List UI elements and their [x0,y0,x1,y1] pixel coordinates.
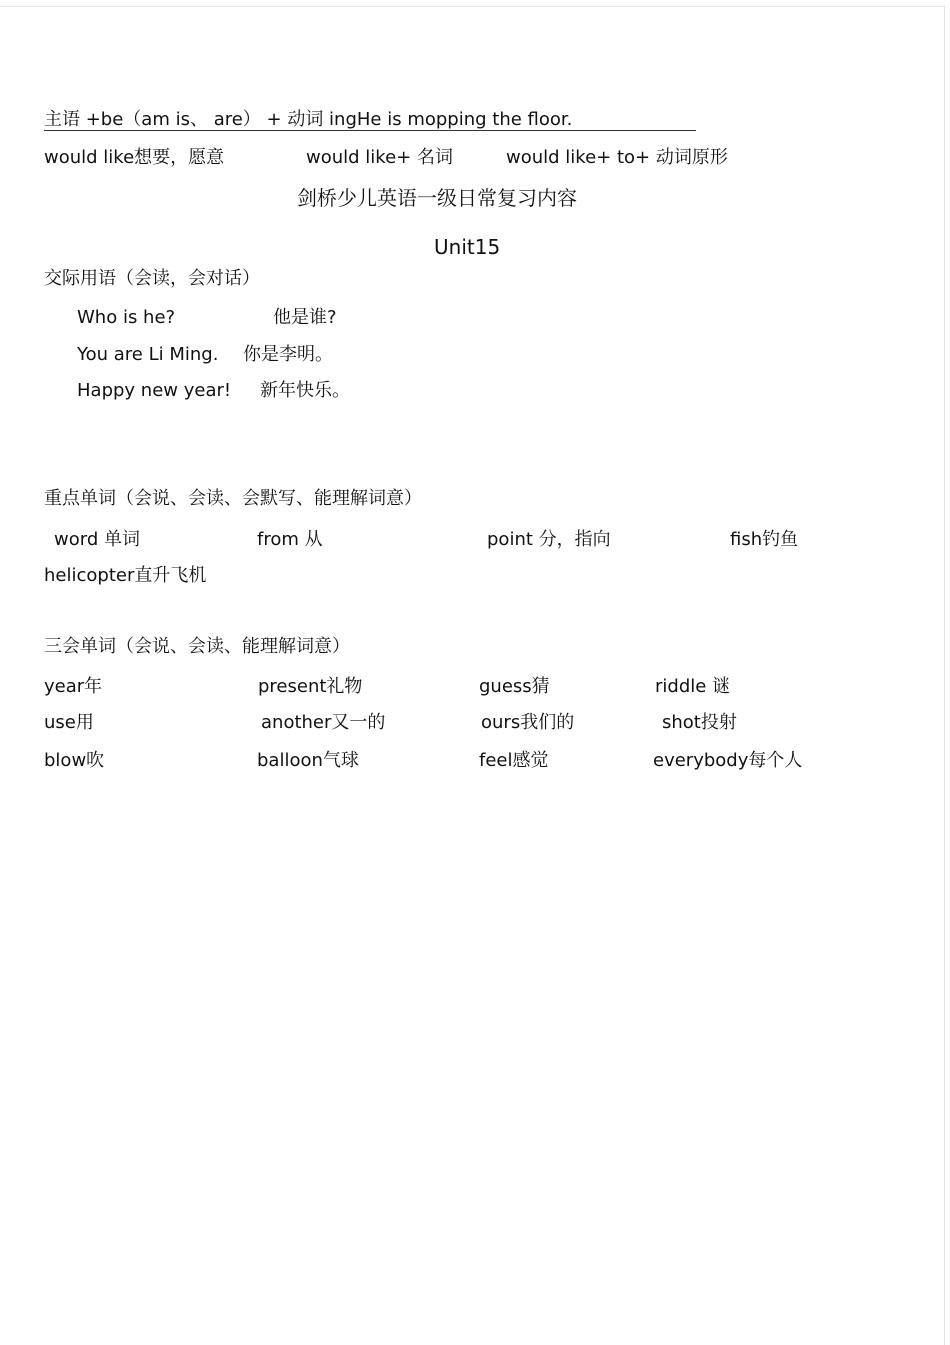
three-word: guess猜 [479,676,550,697]
three-word: blow吹 [44,750,105,771]
grammar-line-1: 主语 +be（am is、 are） + 动词 ingHe is mopping the floor. [44,109,573,130]
key-word: helicopter直升飞机 [44,565,207,586]
key-word: from 从 [257,529,323,550]
three-word: year年 [44,676,103,697]
dialog-line-en: Happy new year! [77,380,232,401]
three-word: use用 [44,712,94,733]
dialog-line-zh: 你是李明。 [243,344,333,365]
unit-heading: Unit15 [434,235,501,259]
three-word: feel感觉 [479,750,549,771]
three-word: shot投射 [662,712,737,733]
dialog-line-zh: 他是谁? [273,307,337,328]
key-words-heading: 重点单词（会说、会读、会默写、能理解词意） [44,488,422,509]
dialog-line-zh: 新年快乐。 [260,380,350,401]
three-word: balloon气球 [257,750,359,771]
three-word: riddle 谜 [655,676,731,697]
three-words-heading: 三会单词（会说、会读、能理解词意） [44,636,350,657]
key-word: word 单词 [54,529,140,550]
key-word: fish钓鱼 [730,529,799,550]
three-word: present礼物 [258,676,363,697]
three-word: everybody每个人 [653,750,803,771]
dialog-line-en: You are Li Ming. [77,344,219,365]
underline-rule [44,130,696,131]
dialog-line-en: Who is he? [77,307,176,328]
grammar-line-2c: would like+ to+ 动词原形 [506,147,728,168]
grammar-line-2a: would like想要，愿意 [44,147,225,168]
three-word: ours我们的 [481,712,575,733]
grammar-line-2b: would like+ 名词 [306,147,453,168]
key-word: point 分，指向 [487,529,611,550]
document-title: 剑桥少儿英语一级日常复习内容 [297,186,577,210]
three-word: another又一的 [261,712,386,733]
dialog-heading: 交际用语（会读，会对话） [44,268,260,289]
